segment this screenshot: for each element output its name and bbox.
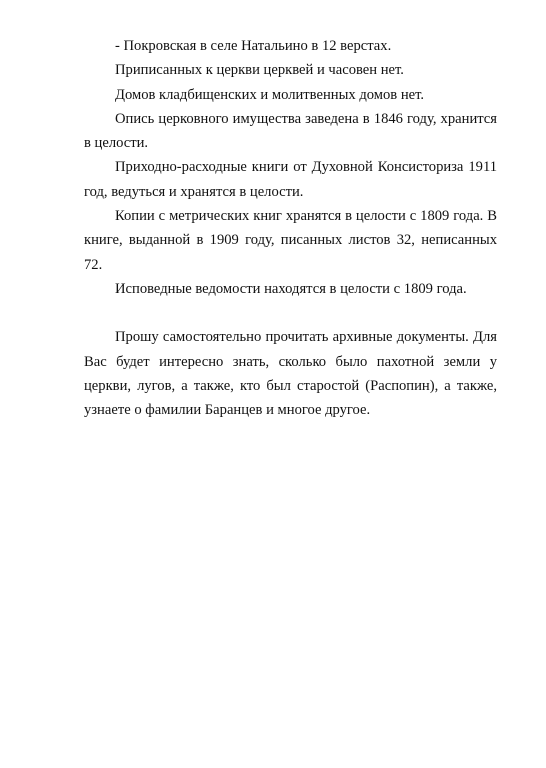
paragraph-spacer	[84, 301, 497, 325]
paragraph-church-location: - Покровская в селе Натальино в 12 верстах.	[115, 38, 392, 54]
paragraph-ledger-books: Приходно-расходные книги от Духовной Консисториза 1911 год, ведуться и хранятся в целости.	[84, 159, 497, 200]
paragraph-attached-churches: Приписанных к церкви церквей и часовен нет.	[115, 62, 404, 79]
document-body	[84, 34, 497, 422]
paragraph-metric-books: Копии с метрических книг хранятся в целости с 1809 года. В книге, выданной в 1909 году, писанных листов 32, неписанных 72.	[84, 208, 497, 273]
paragraph-confession-records: Исповедные ведомости находятся в целости с 1809 года.	[115, 280, 467, 297]
paragraph-cemetery-houses: Домов кладбищенских и молитвенных домов нет.	[115, 86, 425, 103]
paragraph-property-inventory: Опись церковного имущества заведена в 1846 году, хранится в целости.	[84, 110, 497, 152]
paragraph-request: Прошу самостоятельно прочитать архивные документы. Для Вас будет интересно знать, сколько было пахотной земли у церкви, лугов, а также, кто был старостой (Распопин), а также, узнаете о фамилии Баранцев и многое другое.	[84, 329, 497, 419]
